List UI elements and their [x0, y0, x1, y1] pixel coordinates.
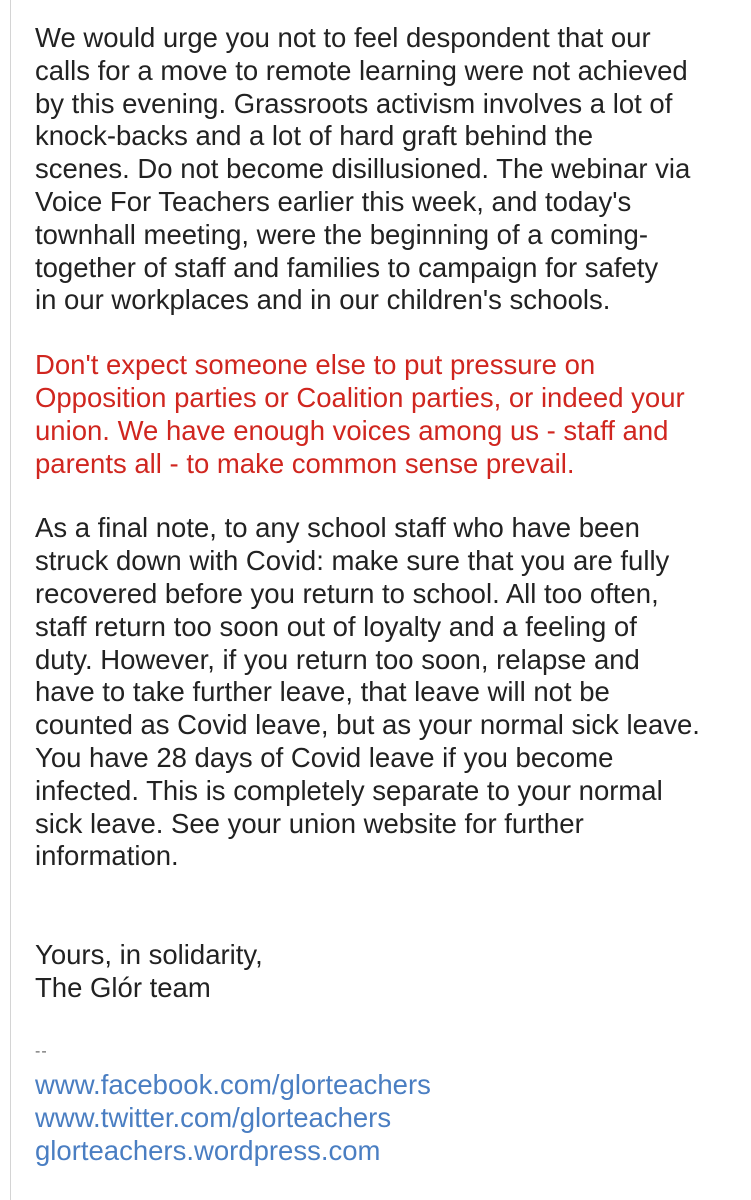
facebook-link[interactable]: www.facebook.com/glorteachers: [35, 1068, 431, 1100]
intro-paragraph: We would urge you not to feel despondent that our calls for a move to remote learning were not achieved by this evening. Grassroots activism involves a lot of knock-backs and a lot of hard graft behind the scenes. Do not become disillusioned. The webinar via Voice For Teachers earlier this week, and today's townhall meeting, were the beginning of a coming- together of staff and families to campaign for safety in our workplaces and in our children's schools.: [35, 22, 691, 316]
email-body: [35, 22, 735, 1167]
signature-links: [35, 1068, 735, 1167]
sign-off: Yours, in solidarity, The Glór team: [35, 939, 263, 1003]
final-note-paragraph: As a final note, to any school staff who have been struck down with Covid: make sure that you are fully recovered before you return to school. All too often, staff return too soon out of loyalty and a feeling of duty. However, if you return too soon, relapse and have to take further leave, that leave will not be counted as Covid leave, but as your normal sick leave. You have 28 days of Covid leave if you become infected. This is completely separate to your normal sick leave. See your union website for further information.: [35, 512, 700, 872]
quote-left-border: [10, 0, 11, 1200]
twitter-link[interactable]: www.twitter.com/glorteachers: [35, 1101, 392, 1133]
wordpress-link[interactable]: glorteachers.wordpress.com: [35, 1134, 381, 1166]
signature-separator: --: [35, 1042, 48, 1060]
call-to-action-paragraph: Don't expect someone else to put pressure on Opposition parties or Coalition parties, or indeed your union. We have enough voices among us - staff and parents all - to make common sense prevail.: [35, 349, 685, 479]
